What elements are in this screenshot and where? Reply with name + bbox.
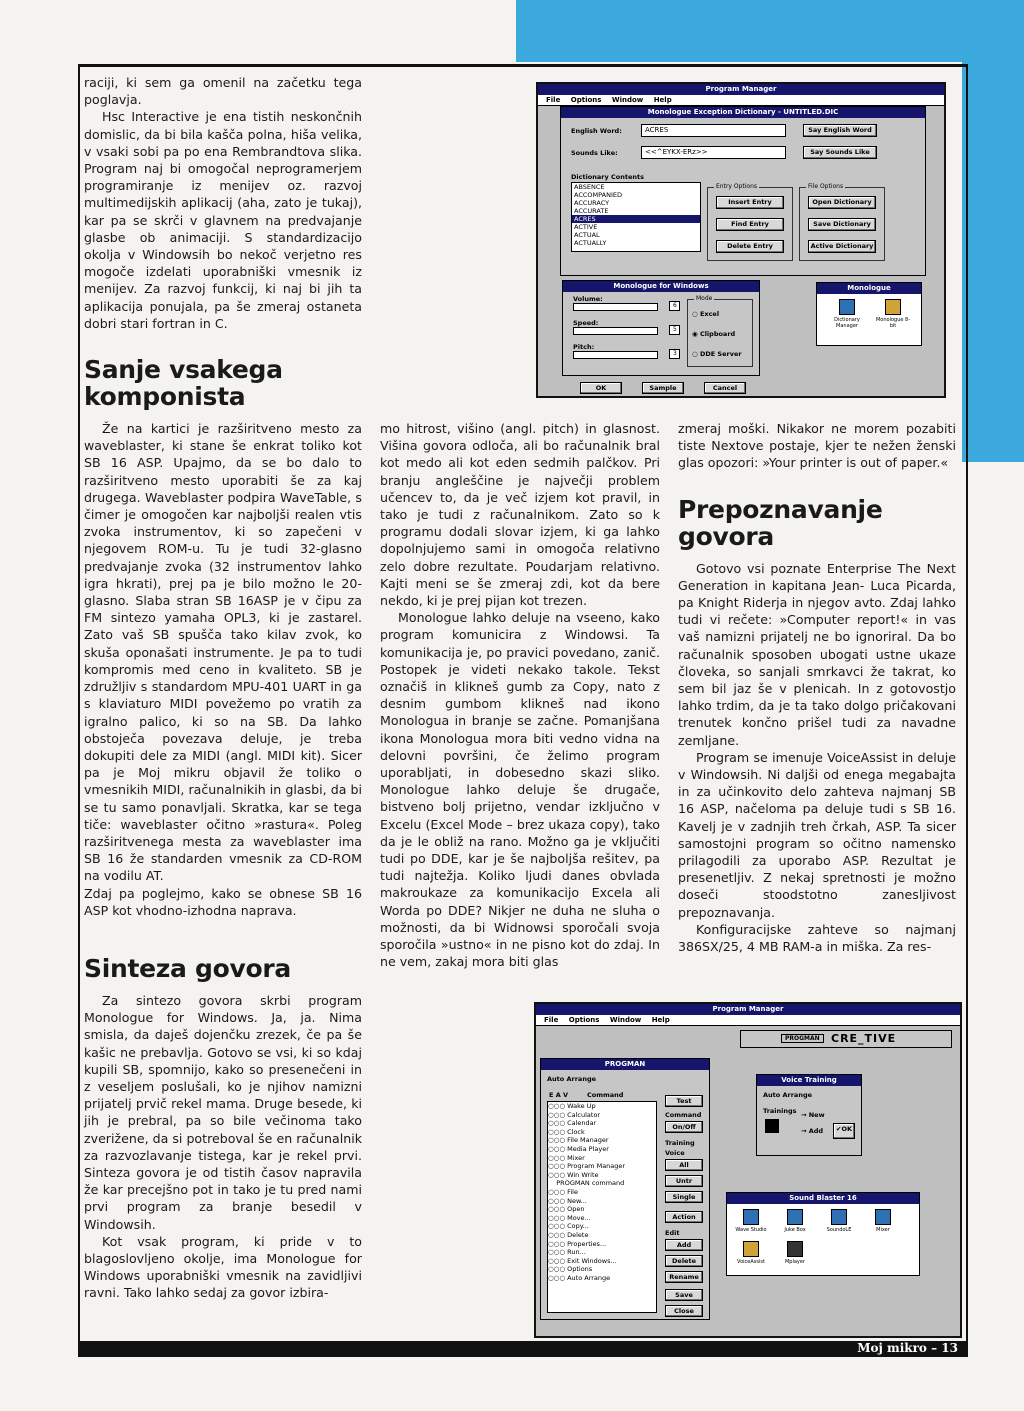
vt-ok-button[interactable]: ✔OK xyxy=(833,1123,855,1139)
list-item-selected[interactable]: ACRES xyxy=(572,215,700,223)
wave-studio-icon xyxy=(743,1209,759,1225)
cancel-button[interactable]: Cancel xyxy=(704,382,746,394)
list-item[interactable]: ○○○ New... xyxy=(548,1196,587,1205)
pitch-label: Pitch: xyxy=(573,343,595,351)
group-title: Entry Options xyxy=(716,183,758,190)
list-item[interactable]: ○○○ Auto Arrange xyxy=(548,1273,611,1282)
active-dictionary-button[interactable]: Active Dictionary xyxy=(808,240,876,253)
dictionary-manager-program[interactable]: Dictionary Manager xyxy=(827,299,867,329)
monologue-titlebar: Monologue for Windows xyxy=(563,281,759,292)
group-title: Mode xyxy=(696,295,713,302)
menu-bar xyxy=(538,95,944,106)
list-item[interactable]: ○○○ File xyxy=(548,1187,578,1196)
monologue-window xyxy=(562,280,760,376)
dictionary-list[interactable] xyxy=(571,182,701,252)
untr-button[interactable]: Untr xyxy=(665,1175,703,1187)
menu-file[interactable]: File xyxy=(544,1016,559,1024)
section-heading: Prepoznavanje govora xyxy=(678,494,883,551)
sounds-like-input[interactable]: <<^EYKX-ERz>> xyxy=(641,146,786,159)
command-header: Command xyxy=(587,1091,624,1099)
group-title: File Options xyxy=(808,183,844,190)
menu-help[interactable]: Help xyxy=(653,96,672,104)
list-item[interactable]: ABSENCE xyxy=(574,183,605,191)
list-item[interactable]: ACCURATE xyxy=(574,207,609,215)
edit-label: Edit xyxy=(665,1229,680,1237)
mplayer-program[interactable]: Mplayer xyxy=(777,1241,813,1265)
vt-trainings-label: Trainings xyxy=(763,1107,797,1115)
delete-entry-button[interactable]: Delete Entry xyxy=(716,240,784,253)
paragraph: raciji, ki sem ga omenil na začetku tega poglavja. xyxy=(84,75,362,108)
program-manager-titlebar: Program Manager xyxy=(538,84,944,95)
list-item[interactable]: ○○○ Move... xyxy=(548,1213,591,1222)
insert-entry-button[interactable]: Insert Entry xyxy=(716,196,784,209)
wave-studio-program[interactable]: Wave Studio xyxy=(733,1209,769,1233)
say-sounds-button[interactable]: Say Sounds Like xyxy=(803,146,877,159)
menu-window[interactable]: Window xyxy=(611,96,644,104)
creative-logo: CRE_TIVE xyxy=(831,1032,897,1045)
speed-value: 5 xyxy=(669,325,680,335)
mixer-program[interactable]: Mixer xyxy=(865,1209,901,1233)
progman-window xyxy=(540,1058,710,1320)
paragraph: Zdaj pa poglejmo, kako se obnese SB 16 ASP kot vhodno-izhodna naprava. xyxy=(84,885,362,918)
open-dictionary-button[interactable]: Open Dictionary xyxy=(808,196,876,209)
creative-progman-label: PROGMAN xyxy=(781,1034,824,1043)
soundole-icon xyxy=(831,1209,847,1225)
monologue-icon xyxy=(885,299,901,315)
list-item[interactable]: ○○○ Open xyxy=(548,1205,585,1214)
top-accent-band xyxy=(516,0,1024,62)
monologue-group-window xyxy=(816,282,922,346)
menu-help[interactable]: Help xyxy=(651,1016,670,1024)
command-list[interactable] xyxy=(547,1101,657,1313)
menu-window[interactable]: Window xyxy=(609,1016,642,1024)
vt-add-button[interactable]: → Add xyxy=(801,1127,824,1135)
menu-file[interactable]: File xyxy=(546,96,561,104)
exception-dictionary-window xyxy=(560,106,926,276)
find-entry-button[interactable]: Find Entry xyxy=(716,218,784,231)
close-button[interactable]: Close xyxy=(665,1305,703,1317)
speed-slider[interactable] xyxy=(573,327,658,335)
entry-options-group xyxy=(707,183,793,261)
file-options-group xyxy=(799,183,885,261)
eav-header: E A V xyxy=(549,1091,569,1099)
contents-label: Dictionary Contents xyxy=(571,173,644,181)
list-item[interactable]: ○○○ Mixer xyxy=(548,1153,585,1162)
auto-arrange-label: Auto Arrange xyxy=(547,1075,597,1083)
menu-bar xyxy=(536,1015,960,1026)
training-label: Training xyxy=(665,1139,695,1147)
section-heading: Sanje vsakega komponista xyxy=(84,355,283,412)
list-item[interactable]: ○○○ Media Player xyxy=(548,1144,609,1153)
radio-clipboard[interactable]: ◉ Clipboard xyxy=(692,330,736,338)
paragraph: Monologue lahko deluje na vseeno, kako program komunicira z Windowsi. Ta komunikacija je, po pravici povedano, zanič. Postopek je videti nekako takole. Tekst označiš in klikneš gumb za Copy, nato z desnim gumbom klikneš nad ikono Monologua in branje se začne. Pomanjšana ikona Monologua mora biti vedno vidna na delovni površini, če želimo program uporabljati, in dobesedno skazi sliko. Monologue lahko deluje še drugače, bistveno bolj prijetno, vendar izključno v Excelu (Excel Mode – brez ukaza copy), tako da je le obliž na rano. Možno ga je vključiti tudi po DDE, kar je še najboljša rešitev, pa tudi najtežja. Koliko ljudi danes obvlada makroukaze za komunikacijo Excela ali Worda po DDE? Nikjer ne duha ne sluha o možnosti, da bi Widnowsi sporočali svoja sporočila »ustno« in ne pisno kot do zdaj. In ne vem, zakaj mora biti glas xyxy=(380,610,660,970)
list-item[interactable]: ○○○ Delete xyxy=(548,1230,589,1239)
list-item[interactable]: ○○○ Run... xyxy=(548,1248,586,1257)
paragraph: Hsc Interactive je ena tistih neskončnih domislic, da bi bila kašča polna, hiša velika, v vsaki sobi pa po ena Rembrandtova slika. Program naj bi omogočal neprogramerjem programiranje iz menijev oz. razvoj multimedijskih aplikacij (aha, zato je tukaj), kar pa se skrči v glavnem na predvajanje glasbe ob animaciji. S standardizacijo okolja v Windowsih bo nekoč verjetno res mogoče izdelati uporabniški vmesnik iz menijev. Za razvoj funkcij, ki naj bi jih ta aplikacija ponujala, pa še zmeraj ostaneta dobri stari fortran in C. xyxy=(84,109,362,331)
list-item[interactable]: ○○○ Clock xyxy=(548,1127,585,1136)
dictionary-icon xyxy=(839,299,855,315)
radio-dde[interactable]: ○ DDE Server xyxy=(692,350,742,358)
english-word-input[interactable]: ACRES xyxy=(641,124,786,137)
paragraph: Gotovo vsi poznate Enterprise The Next Generation in kapitana Jean- Luca Picarda, pa Knight Riderja in njegov avto. Zdaj lahko tudi vi rečete: »Computer report!« in vas vaš namizni prijatelj ne bo ignoriral. Da bo računalnik sposoben ubogati ustne ukaze človeka, so sanjali smrkavci že takrat, ko sem bil jaz še v plenicah. In z gotovostjo lahko trdim, da je ta tako dolgo pričakovani trenutek končno prišel tudi za navadne zemljane. xyxy=(678,560,956,748)
speed-label: Speed: xyxy=(573,319,599,327)
sample-button[interactable]: Sample xyxy=(642,382,684,394)
action-button[interactable]: Action xyxy=(665,1211,703,1223)
rename-button[interactable]: Rename xyxy=(665,1271,703,1283)
ok-button[interactable]: OK xyxy=(580,382,622,394)
monologue-screenshot xyxy=(536,82,946,398)
right-accent-band xyxy=(962,62,1024,462)
paragraph: mo hitrost, višino (angl. pitch) in glasnost. Višina govora odloča, ali bo računalnik bral kot medo ali kot eden sedmih palčkov. Pri branju angleščine je največji problem učencev to, da je več izjem kot pravil, in tako je tudi z računalnikom. Zato so k programu dodali slovar izjem, ki ga lahko dopolnjujemo sami in omogoča relativno zelo dobre rezultate. Poudarjam relativno. Kajti meni se še zmeraj zdi, kot da bere nekdo, ki je prej pijan kot trezen. xyxy=(380,421,660,609)
pitch-slider[interactable] xyxy=(573,351,658,359)
page-number: Moj mikro – 13 xyxy=(857,1341,958,1355)
list-item[interactable]: ○○○ Win Write xyxy=(548,1170,599,1179)
voiceassist-program[interactable]: VoiceAssist xyxy=(733,1241,769,1265)
progman-titlebar: PROGMAN xyxy=(541,1059,709,1070)
command-label: Command xyxy=(665,1111,702,1119)
menu-options[interactable]: Options xyxy=(570,96,602,104)
list-item[interactable]: ○○○ Properties... xyxy=(548,1239,607,1248)
english-word-label: English Word: xyxy=(571,127,622,135)
voice-training-titlebar: Voice Training xyxy=(757,1075,861,1086)
pitch-value: 3 xyxy=(669,349,680,359)
mixer-icon xyxy=(875,1209,891,1225)
voice-label: Voice xyxy=(665,1149,685,1157)
column-3 xyxy=(678,420,956,955)
vt-auto-arrange: Auto Arrange xyxy=(763,1091,813,1099)
voiceassist-icon xyxy=(743,1241,759,1257)
training-counter xyxy=(765,1119,779,1133)
test-button[interactable]: Test xyxy=(665,1095,703,1107)
paragraph: Program se imenuje VoiceAssist in deluje v Windowsih. Ni daljši od enega megabajta in za učinkovito delo zahteva najmanj SB 16 ASP, načeloma pa deluje tudi s SB 16. Kavelj je v zadnjih treh črkah, ASP. Ta sicer samostojni program so očitno namensko prilagodili za uporabo ASP. Rezultat je presenetljiv. Z nekaj spretnosti je možno doseči stoodstotno zanesljivost prepoznavanja. xyxy=(678,749,956,920)
save-dictionary-button[interactable]: Save Dictionary xyxy=(808,218,876,231)
list-item[interactable]: ○○○ Exit Windows... xyxy=(548,1256,617,1265)
list-item[interactable]: ACTIVE xyxy=(574,223,598,231)
program-manager-titlebar: Program Manager xyxy=(536,1004,960,1015)
paragraph: Že na kartici je razširitveno mesto za waveblaster, ki stane še enkrat toliko kot SB 16 ASP. Upajmo, da se bo dalo to razširitveno mesto uporabiti še za kaj drugega. Waveblaster podpira WaveTable, s čimer je omogočen kar najboljši realen vtis zvoka instrumentov, ki so zapečeni v njegovem ROM-u. Tu je tudi 32-glasno predvajanje zvoka (32 instrumentov lahko igra hkrati), prej pa je bilo možno le 20-glasno. Slaba stran SB 16ASP je v čipu za FM sintezo yamaha OPL3, ki je zastarel. Zato vaš SB spušča tako kilav zvok, ko skuša oponašati instrumente. Je pa to tudi kompromis med ceno in kvaliteto. SB je združljiv s standardom MPU-401 UART in ga s klaviaturo MIDI povežemo po vratih za igralno palico, ki so na SB. Da lahko obstoječa povezava deluje, je treba dokupiti dele za MIDI (angl. MIDI kit). Sicer pa je Moj mikru objavil že toliko o vmesnikih MIDI, računalnikih in glasbi, da bi se tu samo ponavljali. Skratka, kar se tega tiče: waveblaster očitno »rastura«. Poleg razširitvenega mesta za waveblaster ima SB 16 že standarden vmesnik za CD-ROM na vodilu AT. xyxy=(84,421,362,884)
paragraph: Za sintezo govora skrbi program Monologue for Windows. Ja, ja. Nima smisla, da daješ dojenčku zrezek, če pa še kašic ne prebavlja. Gotovo se vsi, ki so kdaj kupili SB, spomnijo, kako so presenečeni in z veseljem poslušali, ko je njihov namizni prijatelj prvič rekel mama. Druge besede, ki jih je prebral, pa so bile večinoma tako zverižene, da si potreboval še en računalnik za razvozlavanje tistega, kar je rekel prvi. Sinteza govora je od tistih časov napravila že kar precejšno pot in tako je tu pred nami prvi program za branje besedil v Windowsih. xyxy=(84,992,362,1232)
group-titlebar: Monologue xyxy=(817,283,921,294)
all-button[interactable]: All xyxy=(665,1159,703,1171)
sound-blaster-titlebar: Sound Blaster 16 xyxy=(727,1193,919,1204)
list-item[interactable]: ○○○ Copy... xyxy=(548,1222,589,1231)
menu-options[interactable]: Options xyxy=(568,1016,600,1024)
juke-box-icon xyxy=(787,1209,803,1225)
list-item[interactable]: ○○○ Calendar xyxy=(548,1119,597,1128)
mplayer-icon xyxy=(787,1241,803,1257)
onoff-button[interactable]: On/Off xyxy=(665,1121,703,1133)
delete-button[interactable]: Delete xyxy=(665,1255,703,1267)
say-english-button[interactable]: Say English Word xyxy=(803,124,877,137)
list-item[interactable]: ○○○ Program Manager xyxy=(548,1162,626,1171)
column-2 xyxy=(380,420,660,971)
sound-blaster-group xyxy=(726,1192,920,1276)
mode-group xyxy=(687,295,753,367)
list-item[interactable]: ACCOMPANIED xyxy=(574,191,622,199)
creative-toolbar xyxy=(740,1030,952,1048)
volume-value: 6 xyxy=(669,301,680,311)
voice-training-window xyxy=(756,1074,862,1156)
paragraph: Kot vsak program, ki pride v to blagoslovljeno okolje, ima Monologue for Windows uporabniški vmesnik na zavidljivi ravni. Tako lahko sedaj za govor izbira- xyxy=(84,1233,362,1301)
save-button[interactable]: Save xyxy=(665,1289,703,1301)
list-item[interactable]: ○○○ File Manager xyxy=(548,1136,609,1145)
monologue-program[interactable]: Monologue 8-bit xyxy=(873,299,913,329)
column-1 xyxy=(84,74,362,1302)
single-button[interactable]: Single xyxy=(665,1191,703,1203)
paragraph: Konfiguracijske zahteve so najmanj 386SX/25, 4 MB RAM-a in miška. Za res- xyxy=(678,921,956,955)
juke-box-program[interactable]: Juke Box xyxy=(777,1209,813,1233)
footer-bar xyxy=(78,1341,968,1357)
list-item[interactable]: ○○○ Wake Up xyxy=(548,1102,596,1110)
vt-new-button[interactable]: → New xyxy=(801,1111,825,1119)
sounds-like-label: Sounds Like: xyxy=(571,149,618,157)
soundole-program[interactable]: SoundoLE xyxy=(821,1209,857,1233)
list-item[interactable]: ○○○ Options xyxy=(548,1265,593,1274)
list-item[interactable]: ACTUALLY xyxy=(574,239,607,247)
list-item[interactable]: ACCURACY xyxy=(574,199,610,207)
radio-excel[interactable]: ○ Excel xyxy=(692,310,720,318)
volume-slider[interactable] xyxy=(573,303,658,311)
list-item[interactable]: ACTUAL xyxy=(574,231,600,239)
list-item[interactable]: ○○○ Calculator xyxy=(548,1110,601,1119)
dictionary-titlebar: Monologue Exception Dictionary - UNTITLED.DIC xyxy=(561,107,925,118)
section-heading: Sinteza govora xyxy=(84,953,291,983)
list-item[interactable]: PROGMAN command xyxy=(556,1179,625,1188)
add-button[interactable]: Add xyxy=(665,1239,703,1251)
volume-label: Volume: xyxy=(573,295,603,303)
voiceassist-screenshot xyxy=(534,1002,962,1338)
paragraph: zmeraj moški. Nikakor ne morem pozabiti tiste Nextove postaje, kjer te nežen ženski glas opozori: »Your printer is out of paper.« xyxy=(678,421,956,471)
